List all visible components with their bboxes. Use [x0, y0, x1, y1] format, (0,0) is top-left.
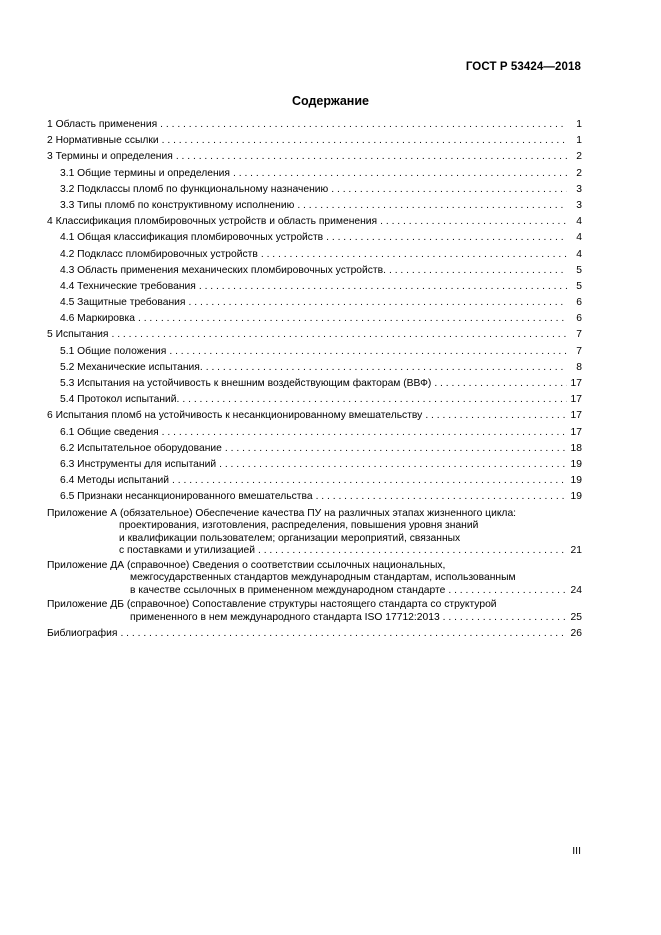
toc-entry-label: 5 Испытания	[47, 329, 109, 341]
toc-entry-label: 4.1 Общая классификация пломбировочных устройств	[60, 232, 324, 244]
toc-entry-label: 4.2 Подкласс пломбировочных устройств	[60, 248, 258, 260]
toc-entry[interactable]	[47, 230, 582, 246]
toc-entry[interactable]	[47, 247, 582, 263]
toc-entry-page: 19	[570, 475, 582, 487]
toc-entry[interactable]	[47, 149, 582, 165]
toc-entry[interactable]	[47, 392, 582, 408]
toc-entry-page: 6	[576, 297, 582, 309]
toc-entry[interactable]	[47, 279, 582, 295]
toc-entry-page: 7	[576, 345, 582, 357]
toc-leader	[233, 166, 567, 182]
toc-entry-page: 4	[576, 248, 582, 260]
toc-entry-label: 3 Термины и определения	[47, 151, 173, 163]
toc-entry-page: 17	[570, 426, 582, 438]
toc-entry-label: проектирования, изготовления, распределения, повышения уровня знаний	[119, 520, 479, 531]
toc-entry-label: в качестве ссылочных в примененном международном стандарте	[130, 584, 446, 596]
toc-entry-page: 17	[570, 378, 582, 389]
toc-leader	[199, 279, 567, 295]
toc-entry-label: Приложение ДА (справочное) Сведения о соответствии ссылочных национальных,	[47, 559, 446, 571]
toc-leader	[261, 247, 567, 263]
toc-leader	[162, 133, 567, 149]
toc-entry-label: 6.4 Методы испытаний	[60, 475, 170, 487]
toc-entry-label: 3.1 Общие термины и определения	[60, 167, 231, 179]
toc-entry-page: 2	[576, 167, 582, 179]
toc-entry-page: 8	[576, 361, 582, 373]
toc-entry-label: 3.2 Подклассы пломб по функциональному назначению	[60, 183, 329, 195]
toc-entry-label: 5.3 Испытания на устойчивость к внешним воздействующим факторам (ВВФ)	[60, 378, 432, 389]
toc-appendix-da[interactable]	[47, 560, 582, 598]
toc-entry[interactable]	[47, 166, 582, 182]
toc-entry-page: 17	[570, 394, 582, 406]
toc-entry-label: и квалификации пользователем; организации мероприятий, связанных	[119, 532, 461, 544]
toc-leader	[169, 344, 567, 360]
toc-entry-page: 19	[570, 458, 582, 470]
toc-entry-label: межгосударственных стандартов международным стандартам, использованным	[130, 572, 516, 583]
toc-leader	[448, 585, 567, 598]
toc-leader	[316, 489, 567, 505]
toc-leader	[111, 327, 567, 343]
toc-entry[interactable]	[47, 311, 582, 327]
toc-leader	[258, 545, 567, 558]
toc-entry-label: 2 Нормативные ссылки	[47, 135, 159, 147]
table-of-contents	[47, 117, 582, 642]
toc-leader	[160, 117, 567, 133]
toc-entry-label: Приложение ДБ (справочное) Сопоставление структуры настоящего стандарта со структурой	[47, 599, 497, 610]
toc-entry-page: 19	[570, 491, 582, 503]
toc-entry-label: Приложение А (обязательное) Обеспечение качества ПУ на различных этапах жизненного цикла:	[47, 507, 517, 519]
toc-entry-label: примененного в нем международного стандарта ISO 17712:2013	[130, 611, 440, 623]
toc-entry-page: 3	[576, 199, 582, 211]
toc-entry-page: 6	[576, 313, 582, 325]
toc-entry-label: 4.4 Технические требования	[60, 280, 196, 292]
page-title: Содержание	[291, 94, 369, 108]
toc-entry-page: 2	[576, 151, 582, 163]
toc-entry-page: 3	[576, 183, 582, 195]
toc-entry-label: 5.4 Протокол испытаний.	[60, 394, 180, 406]
toc-entry-label: 6.5 Признаки несанкционированного вмешательства	[60, 491, 313, 503]
toc-entry-page: 7	[576, 329, 582, 341]
toc-entry-label: 4.5 Защитные требования	[60, 297, 186, 309]
toc-entry-label: Библиография	[47, 628, 118, 639]
toc-entry-page: 5	[576, 280, 582, 292]
toc-leader	[206, 360, 567, 376]
page-number: III	[572, 845, 581, 857]
toc-entry-page: 21	[570, 545, 582, 556]
toc-entry[interactable]	[47, 295, 582, 311]
toc-leader	[443, 612, 567, 625]
toc-entry[interactable]	[47, 360, 582, 376]
toc-appendix-db[interactable]	[47, 599, 582, 624]
toc-entry[interactable]	[47, 425, 582, 441]
toc-entry-label: 6 Испытания пломб на устойчивость к несанкционированному вмешательству	[47, 410, 423, 422]
toc-entry-page: 5	[576, 264, 582, 276]
toc-leader	[425, 408, 567, 424]
toc-leader	[176, 149, 567, 165]
toc-appendix-a[interactable]	[47, 508, 582, 558]
toc-entry-label: 5.2 Механические испытания.	[60, 361, 203, 373]
toc-entry-label: 6.3 Инструменты для испытаний	[60, 458, 217, 470]
toc-leader	[219, 457, 567, 473]
toc-entry[interactable]	[47, 327, 582, 343]
toc-entry-page: 1	[576, 135, 582, 147]
toc-leader	[138, 311, 567, 327]
toc-entry-page: 17	[570, 410, 582, 422]
toc-entry-page: 1	[576, 119, 582, 130]
toc-leader	[182, 392, 567, 408]
toc-entry-page: 26	[570, 628, 582, 639]
toc-entry[interactable]	[47, 214, 582, 230]
toc-entry[interactable]	[47, 473, 582, 489]
toc-entry[interactable]	[47, 441, 582, 457]
toc-leader	[380, 214, 567, 230]
toc-leader	[297, 198, 567, 214]
toc-entry-page: 18	[570, 442, 582, 454]
toc-leader	[225, 441, 567, 457]
toc-entry-label: 4.3 Область применения механических пломбировочных устройств.	[60, 264, 386, 276]
toc-entry-label: 4.6 Маркировка	[60, 313, 135, 325]
toc-leader	[120, 626, 567, 642]
toc-entry-label: 3.3 Типы пломб по конструктивному исполнению	[60, 199, 295, 211]
toc-entry-page: 25	[570, 611, 582, 623]
toc-leader	[189, 295, 567, 311]
toc-entry-label: 6.2 Испытательное оборудование	[60, 442, 222, 454]
standard-code: ГОСТ Р 53424—2018	[465, 61, 581, 73]
toc-entry-page: 4	[576, 216, 582, 228]
toc-entry[interactable]	[47, 117, 582, 133]
toc-entry-label: 5.1 Общие положения	[60, 345, 167, 357]
toc-entry-page: 24	[570, 584, 582, 596]
toc-entry-label: 1 Область применения	[47, 119, 158, 130]
toc-entry-page: 4	[576, 232, 582, 244]
toc-leader	[331, 182, 567, 198]
toc-entry[interactable]	[47, 408, 582, 424]
toc-leader	[434, 376, 567, 392]
toc-entry[interactable]	[47, 344, 582, 360]
toc-entry[interactable]	[47, 489, 582, 505]
toc-leader	[389, 263, 567, 279]
toc-bibliography[interactable]	[47, 626, 582, 642]
toc-leader	[172, 473, 567, 489]
toc-entry-label: 4 Классификация пломбировочных устройств и область применения	[47, 216, 378, 228]
toc-leader	[326, 230, 567, 246]
toc-entry[interactable]	[47, 263, 582, 279]
toc-entry-label: 6.1 Общие сведения	[60, 426, 159, 438]
toc-leader	[162, 425, 567, 441]
toc-entry[interactable]	[47, 182, 582, 198]
toc-entry[interactable]	[47, 376, 582, 392]
toc-entry[interactable]	[47, 457, 582, 473]
toc-entry-label: с поставками и утилизацией	[119, 545, 255, 556]
toc-entry[interactable]	[47, 133, 582, 149]
toc-entry[interactable]	[47, 198, 582, 214]
